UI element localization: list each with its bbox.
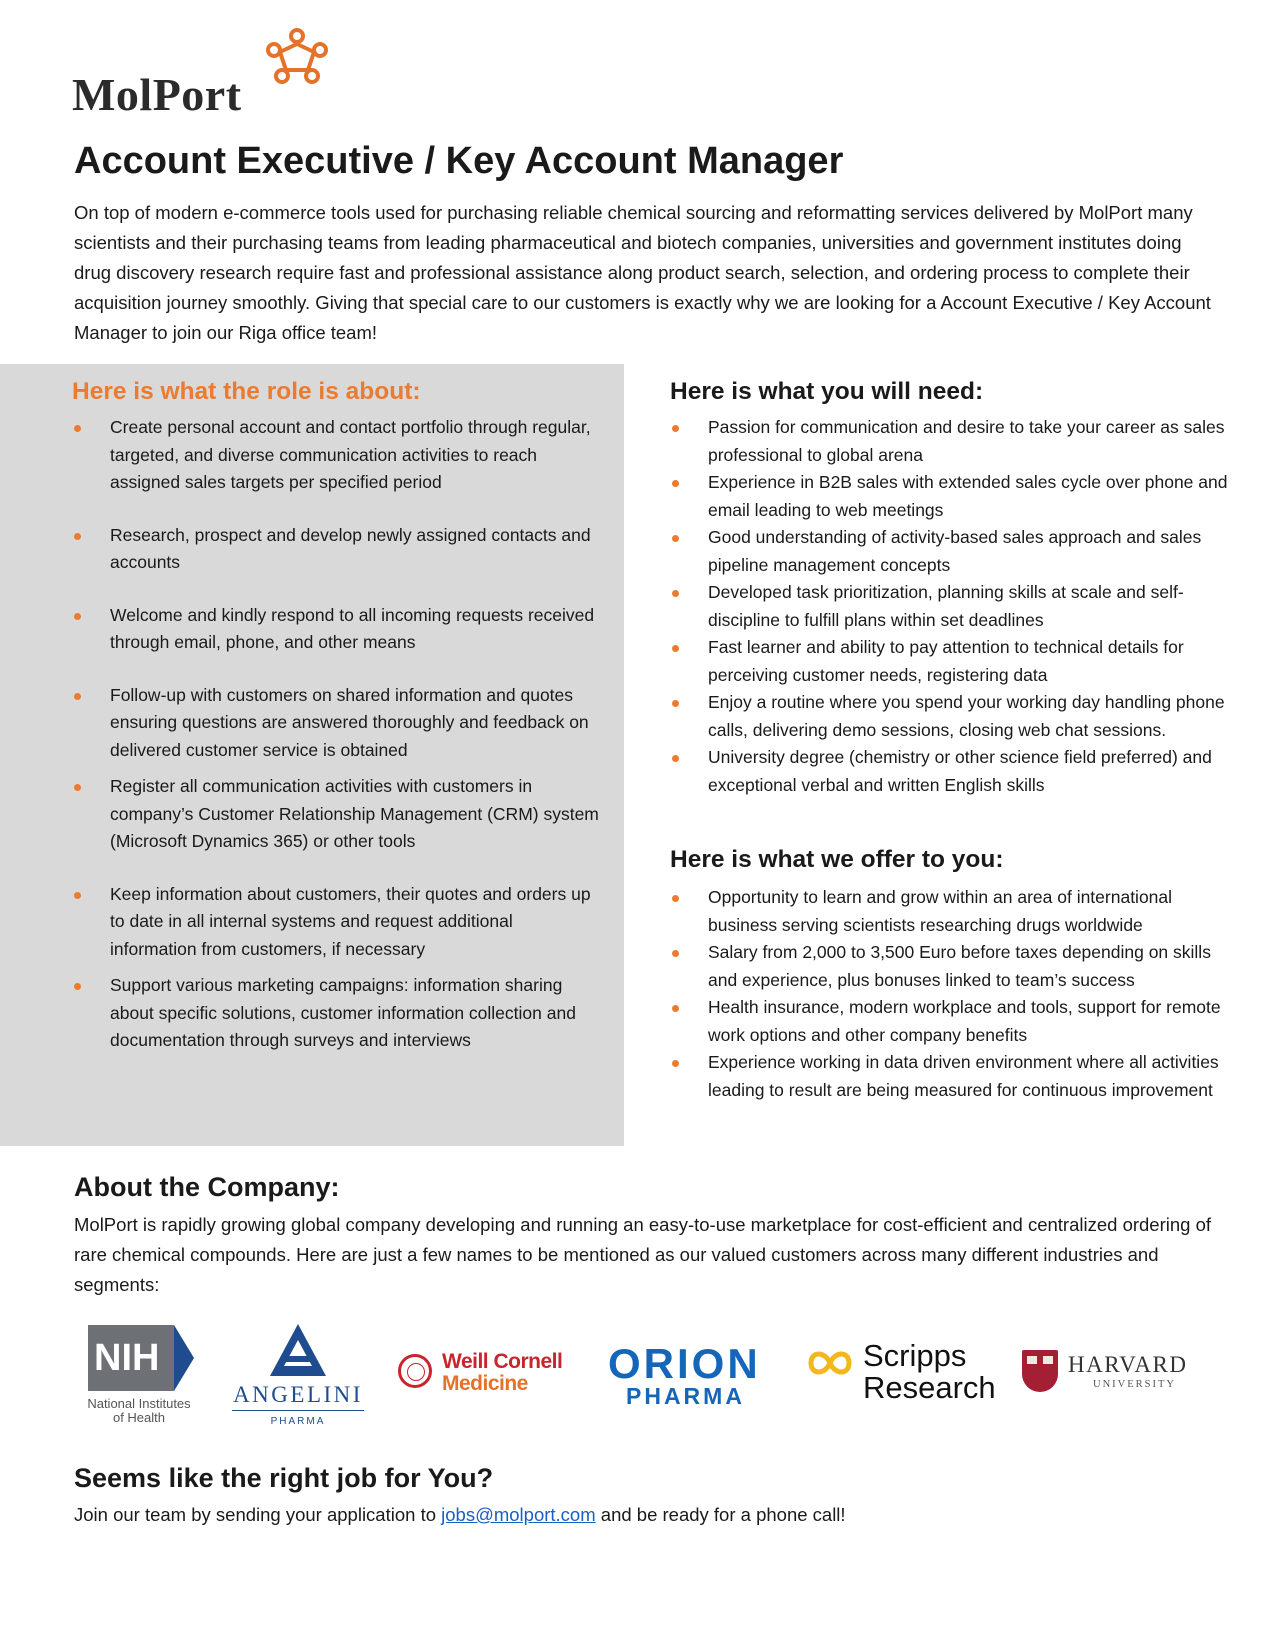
weill-line-2: Medicine xyxy=(442,1372,528,1395)
list-item: Fast learner and ability to pay attention to technical details for perceiving customer needs, registering data xyxy=(670,634,1236,689)
role-heading: Here is what the role is about: xyxy=(72,378,421,405)
list-item: Opportunity to learn and grow within an area of international business serving scientists researching drugs worldwide xyxy=(670,884,1236,939)
intro-paragraph: On top of modern e-commerce tools used for purchasing reliable chemical sourcing and reformatting services delivered by MolPort many scientists and their purchasing teams from leading pharmaceutical and biotech companies, universities and government institutes doing drug discovery research require fast and professional assistance along product search, selection, and ordering process to complete their acquisition journey smoothly. Giving that special care to our customers is exactly why we are looking for a Account Executive / Key Account Manager to join our Riga office team! xyxy=(74,202,1211,343)
bullet-icon xyxy=(672,645,679,652)
harvard-logo xyxy=(1022,1350,1202,1398)
bullet-icon xyxy=(672,535,679,542)
list-item: Follow-up with customers on shared information and quotes ensuring questions are answered thoroughly and feedback on delivered customer service is obtained xyxy=(72,682,602,765)
molport-logo xyxy=(72,28,332,118)
bullet-icon xyxy=(672,895,679,902)
molecule-flower-icon xyxy=(262,28,332,86)
about-paragraph: MolPort is rapidly growing global company developing and running an easy-to-use marketplace for cost-efficient and centralized ordering of rare chemical compounds. Here are just a few names to be mentioned as our valued customers across many different industries and segments: xyxy=(74,1214,1212,1295)
harvard-line-1: HARVARD xyxy=(1068,1352,1188,1377)
orion-pharma-logo xyxy=(608,1338,783,1408)
bullet-icon xyxy=(672,425,679,432)
bullet-icon xyxy=(672,590,679,597)
role-list xyxy=(72,414,602,1080)
list-item: University degree (chemistry or other science field preferred) and exceptional verbal and written English skills xyxy=(670,744,1236,799)
bullet-icon xyxy=(74,784,81,791)
scripps-research-logo xyxy=(805,1338,995,1408)
need-list xyxy=(670,414,1236,799)
list-item: Register all communication activities with customers in company’s Customer Relationship Management (CRM) system (Microsoft Dynamics 365) or other tools xyxy=(72,773,602,856)
chevron-right-icon xyxy=(174,1325,194,1391)
bullet-icon xyxy=(672,700,679,707)
bullet-icon xyxy=(74,613,81,620)
list-item: Passion for communication and desire to take your career as sales professional to global arena xyxy=(670,414,1236,469)
angelini-subtitle: PHARMA xyxy=(270,1416,326,1427)
need-heading: Here is what you will need: xyxy=(670,378,984,405)
bullet-icon xyxy=(672,1060,679,1067)
cta-paragraph: Join our team by sending your application to jobs@molport.com and be ready for a phone call! xyxy=(74,1504,846,1525)
harvard-line-2: UNIVERSITY xyxy=(1093,1379,1176,1390)
shield-icon xyxy=(1022,1350,1058,1392)
offer-heading: Here is what we offer to you: xyxy=(670,846,1004,873)
bullet-icon xyxy=(74,425,81,432)
bullet-icon xyxy=(74,693,81,700)
list-item: Keep information about customers, their quotes and orders up to date in all internal systems and request additional information from customers, if necessary xyxy=(72,881,602,964)
list-item: Health insurance, modern workplace and tools, support for remote work options and other company benefits xyxy=(670,994,1236,1049)
scripps-line-1: Scripps xyxy=(863,1338,967,1373)
list-item: Research, prospect and develop newly assigned contacts and accounts xyxy=(72,522,602,577)
triangle-a-icon xyxy=(268,1322,328,1378)
weill-cornell-logo xyxy=(398,1350,573,1398)
nih-logo xyxy=(88,1325,200,1425)
list-item: Good understanding of activity-based sales approach and sales pipeline management concepts xyxy=(670,524,1236,579)
bullet-icon xyxy=(672,480,679,487)
list-item: Support various marketing campaigns: information sharing about specific solutions, customer information collection and documentation through surveys and interviews xyxy=(72,972,602,1055)
orion-line-2: PHARMA xyxy=(626,1383,745,1409)
bullet-icon xyxy=(672,755,679,762)
list-item: Developed task prioritization, planning skills at scale and self-discipline to fulfill plans within set deadlines xyxy=(670,579,1236,634)
offer-list xyxy=(670,884,1236,1104)
nih-subtitle: National Institutes of Health xyxy=(87,1396,191,1425)
weill-line-1: Weill Cornell xyxy=(442,1350,563,1373)
bullet-icon xyxy=(74,892,81,899)
list-item: Create personal account and contact portfolio through regular, targeted, and diverse communication activities to reach assigned sales targets per specified period xyxy=(72,414,602,497)
page-title: Account Executive / Key Account Manager xyxy=(74,140,844,182)
cta-heading: Seems like the right job for You? xyxy=(74,1463,494,1493)
infinity-icon xyxy=(805,1346,855,1380)
list-item: Experience in B2B sales with extended sales cycle over phone and email leading to web meetings xyxy=(670,469,1236,524)
list-item: Experience working in data driven environment where all activities leading to result are being measured for continuous improvement xyxy=(670,1049,1236,1104)
list-item: Welcome and kindly respond to all incoming requests received through email, phone, and other means xyxy=(72,602,602,657)
list-item: Enjoy a routine where you spend your working day handling phone calls, delivering demo sessions, closing web chat sessions. xyxy=(670,689,1236,744)
bullet-icon xyxy=(74,533,81,540)
bullet-icon xyxy=(74,983,81,990)
scripps-line-2: Research xyxy=(863,1370,996,1405)
bullet-icon xyxy=(672,950,679,957)
logo-text: MolPort xyxy=(72,69,242,120)
about-heading: About the Company: xyxy=(74,1172,340,1202)
bullet-icon xyxy=(672,1005,679,1012)
nih-mark: NIH xyxy=(88,1325,174,1391)
angelini-name: ANGELINI xyxy=(232,1382,364,1411)
list-item: Salary from 2,000 to 3,500 Euro before taxes depending on skills and experience, plus bonuses linked to team’s success xyxy=(670,939,1236,994)
orion-line-1: ORION xyxy=(608,1340,761,1387)
angelini-logo xyxy=(232,1322,364,1432)
email-link[interactable]: jobs@molport.com xyxy=(441,1504,596,1525)
seal-icon xyxy=(398,1354,432,1388)
